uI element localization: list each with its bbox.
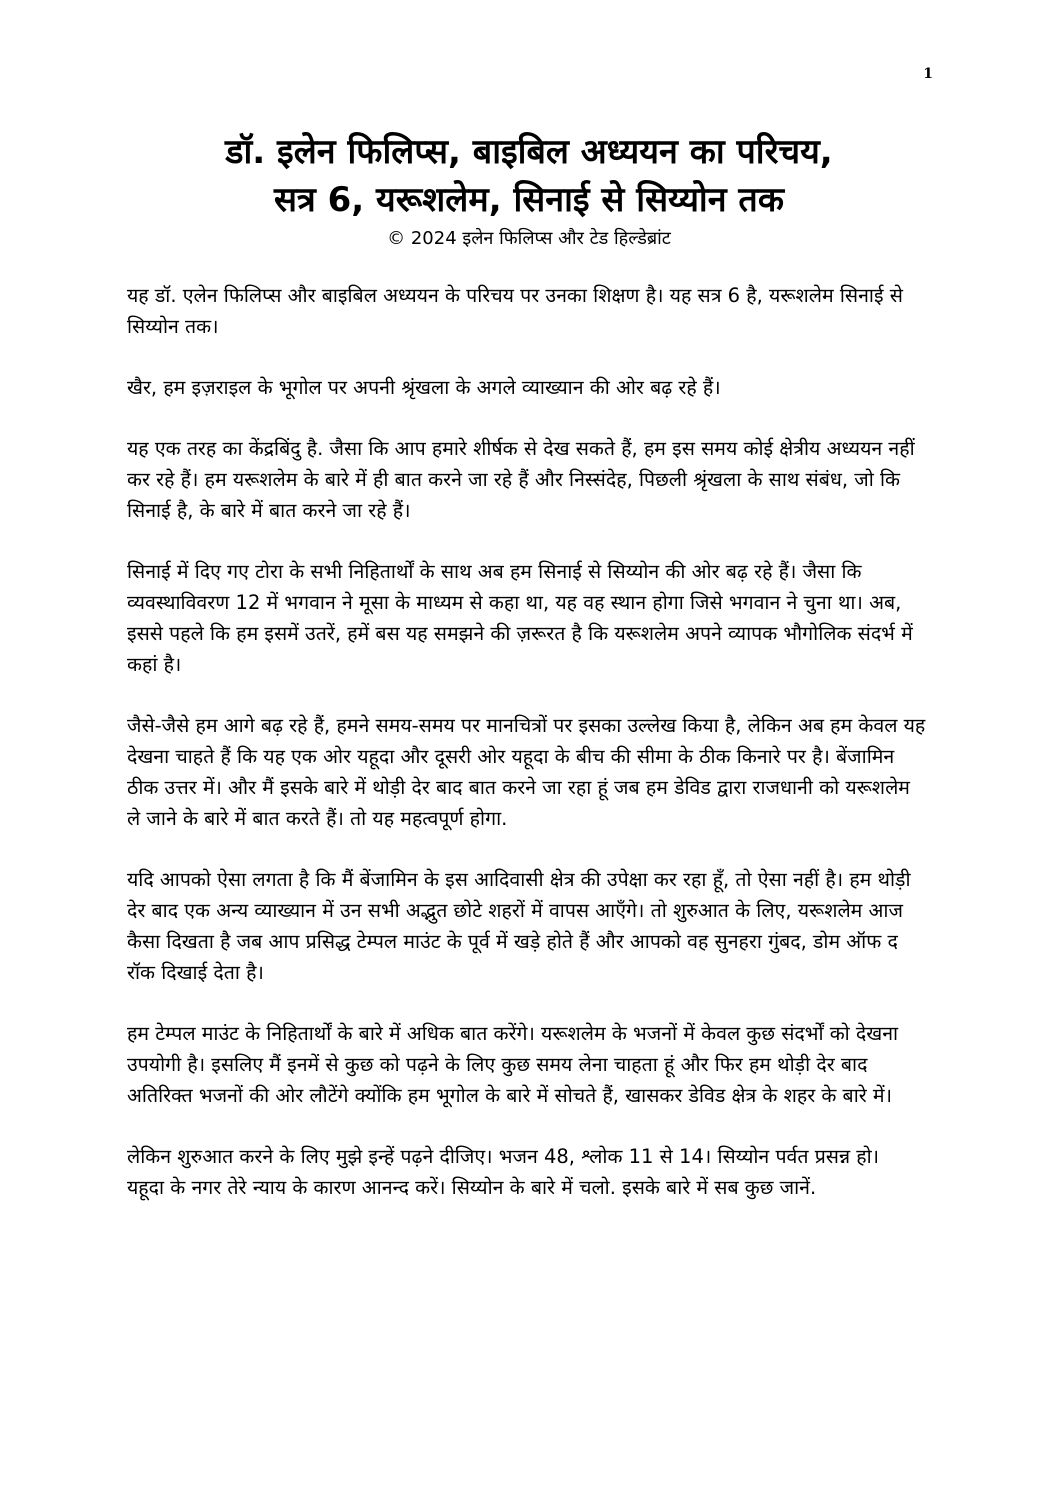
paragraph-intro: यह डॉ. एलेन फिलिप्स और बाइबिल अध्ययन के परिचय पर उनका शिक्षण है। यह सत्र 6 है, यरूशलेम सिनाई से सिय्योन तक। [127,284,903,338]
paragraph: हम टेम्पल माउंट के निहितार्थों के बारे में अधिक बात करेंगे। यरूशलेम के भजनों में केवल कुछ संदर्भों को देखना उपयोगी है। इसलिए मैं इनमें से कुछ को पढ़ने के लिए कुछ समय लेना चाहता हूं और फिर हम थोड़ी देर बाद अतिरिक्त भजनों की ओर लौटेंगे क्योंकि हम भूगोल के बारे में सोचते हैं, खासकर डेविड क्षेत्र के शहर के बारे में। [127,1022,899,1107]
paragraph: सिनाई में दिए गए टोरा के सभी निहितार्थों के साथ अब हम सिनाई से सिय्योन की ओर बढ़ रहे हैं। जैसा कि व्यवस्थाविवरण 12 में भगवान ने मूसा के माध्यम से कहा था, यह वह स्थान होगा जिसे भगवान ने चुना था। अब, इससे पहले कि हम इसमें उतरें, हमें बस यह समझने की ज़रूरत है कि यरूशलेम अपने व्यापक भौगोलिक संदर्भ में कहां है। [127,560,913,676]
copyright-notice: © 2024 इलेन फिलिप्स और टेड हिल्डेब्रांट [387,228,671,249]
page-number: 1 [923,66,933,82]
document-title-line-2: सत्र 6, यरूशलेम, सिनाई से सिय्योन तक [274,180,784,220]
paragraph: खैर, हम इज़राइल के भूगोल पर अपनी श्रृंखला के अगले व्याख्यान की ओर बढ़ रहे हैं। [127,376,721,399]
document-header [110,128,948,252]
paragraph: यदि आपको ऐसा लगता है कि मैं बेंजामिन के इस आदिवासी क्षेत्र की उपेक्षा कर रहा हूँ, तो ऐसा नहीं है। हम थोड़ी देर बाद एक अन्य व्याख्यान में उन सभी अद्भुत छोटे शहरों में वापस आएँगे। तो शुरुआत के लिए, यरूशलेम आज कैसा दिखता है जब आप प्रसिद्ध टेम्पल माउंट के पूर्व में खड़े होते हैं और आपको वह सुनहरा गुंबद, डोम ऑफ द रॉक दिखाई देता है। [127,868,911,984]
document-body [127,280,927,1203]
paragraph: लेकिन शुरुआत करने के लिए मुझे इन्हें पढ़ने दीजिए। भजन 48, श्लोक 11 से 14। सिय्योन पर्वत प्रसन्न हो। [127,1145,880,1168]
document-title-line-1: डॉ. इलेन फिलिप्स, बाइबिल अध्ययन का परिचय, [225,132,833,172]
paragraph: जैसे-जैसे हम आगे बढ़ रहे हैं, हमने समय-समय पर मानचित्रों पर इसका उल्लेख किया है, लेकिन अब हम केवल यह देखना चाहते हैं कि यह एक ओर यहूदा और दूसरी ओर यहूदा के बीच की सीमा के ठीक किनारे पर है। बेंजामिन ठीक उत्तर में। और मैं इसके बारे में थोड़ी देर बाद बात करने जा रहा हूं जब हम डेविड द्वारा राजधानी को यरूशलेम ले जाने के बारे में बात करते हैं। तो यह महत्वपूर्ण होगा. [127,714,926,830]
paragraph: यहूदा के नगर तेरे न्याय के कारण आनन्द करें। सिय्योन के बारे में चलो. इसके बारे में सब कुछ जानें. [127,1176,817,1199]
paragraph: यह एक तरह का केंद्रबिंदु है. जैसा कि आप हमारे शीर्षक से देख सकते हैं, हम इस समय कोई क्षेत्रीय अध्ययन नहीं कर रहे हैं। हम यरूशलेम के बारे में ही बात करने जा रहे हैं और निस्संदेह, पिछली श्रृंखला के साथ संबंध, जो कि सिनाई है, के बारे में बात करने जा रहे हैं। [127,437,915,522]
